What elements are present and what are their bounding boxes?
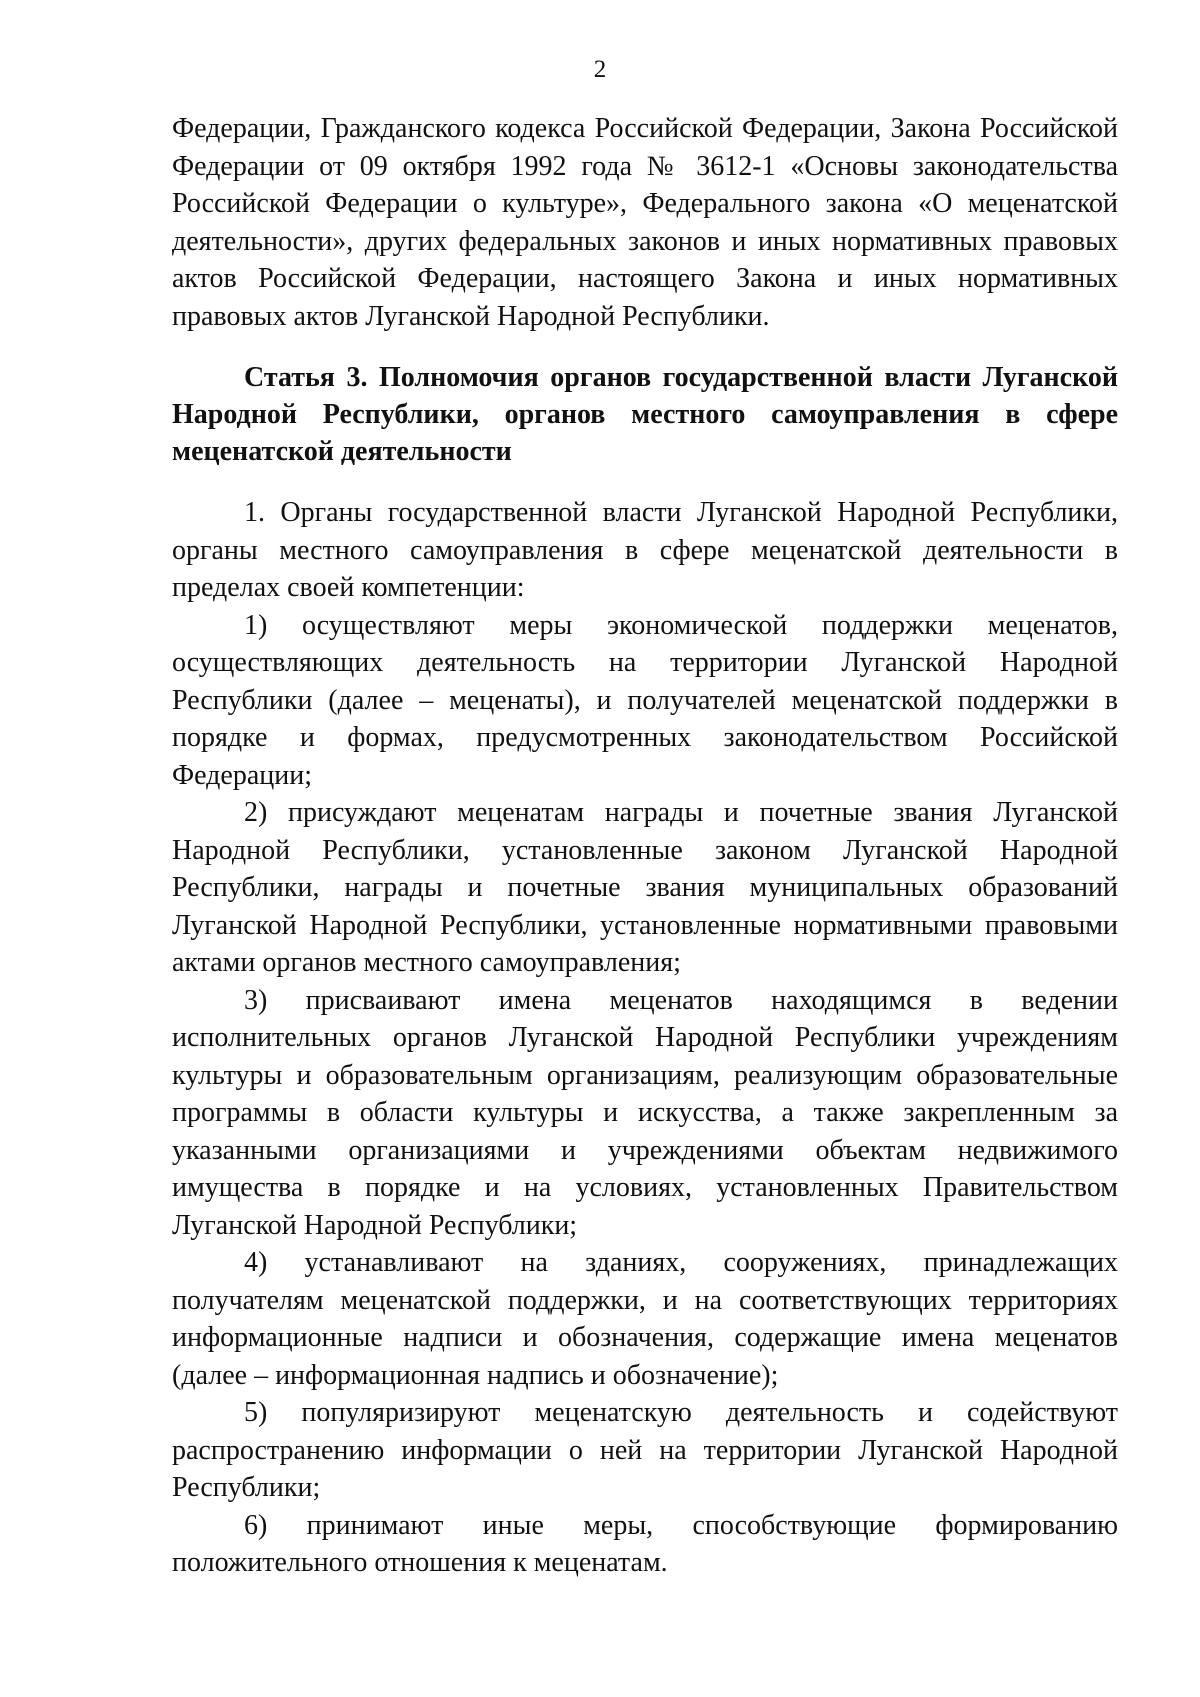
intro-paragraph: Федерации, Гражданского кодекса Российской Федерации, Закона Российской Федерации от 09 октября 1992 года № 3612-1 «Основы законодательства Российской Федерации о культуре», Федерального закона «О меценатской деятельности», других федеральных законов и иных нормативных правовых актов Российской Федерации, настоящего Закона и иных нормативных правовых актов Луганской Народной Республики. — [172, 113, 1118, 332]
list-item-6: 6) принимают иные меры, способствующие формированию положительного отношения к меценатам. — [172, 1509, 1118, 1578]
list-item-2: 2) присуждают меценатам награды и почетные звания Луганской Народной Республики, установленные законом Луганской Народной Республики, награды и почетные звания муниципальных образований Луганской Народной Республики, установленные нормативными правовыми актами органов местного самоуправления; — [172, 797, 1118, 978]
list-item-1: 1) осуществляют меры экономической поддержки меценатов, осуществляющих деятельность на территории Луганской Народной Республики (далее – меценаты), и получателей меценатской поддержки в порядке и формах, предусмотренных законодательством Российской Федерации; — [172, 609, 1118, 791]
list-item-3: 3) присваивают имена меценатов находящимся в ведении исполнительных органов Луганской Народной Республики учреждениям культуры и образовательным организациям, реализующим образовательные программы в области культуры и искусства, а также закрепленным за указанными организациями и учреждениями объектам недвижимого имущества в порядке и на условиях, установленных Правительством Луганской Народной Республики; — [172, 984, 1118, 1241]
document-body — [172, 110, 1118, 1582]
article-heading: Статья 3. Полномочия органов государственной власти Луганской Народной Республики, органов местного самоуправления в сфере меценатской деятельности — [172, 362, 1118, 467]
list-item-4: 4) устанавливают на зданиях, сооружениях, принадлежащих получателям меценатской поддержки, и на соответствующих территориях информационные надписи и обозначения, содержащие имена меценатов (далее – информационная надпись и обозначение); — [172, 1247, 1118, 1391]
page-number: 2 — [593, 56, 607, 83]
clause-1: 1. Органы государственной власти Луганской Народной Республики, органы местного самоуправления в сфере меценатской деятельности в пределах своей компетенции: — [172, 497, 1118, 603]
list-item-5: 5) популяризируют меценатскую деятельность и содействуют распространению информации о ней на территории Луганской Народной Республики; — [172, 1397, 1118, 1503]
